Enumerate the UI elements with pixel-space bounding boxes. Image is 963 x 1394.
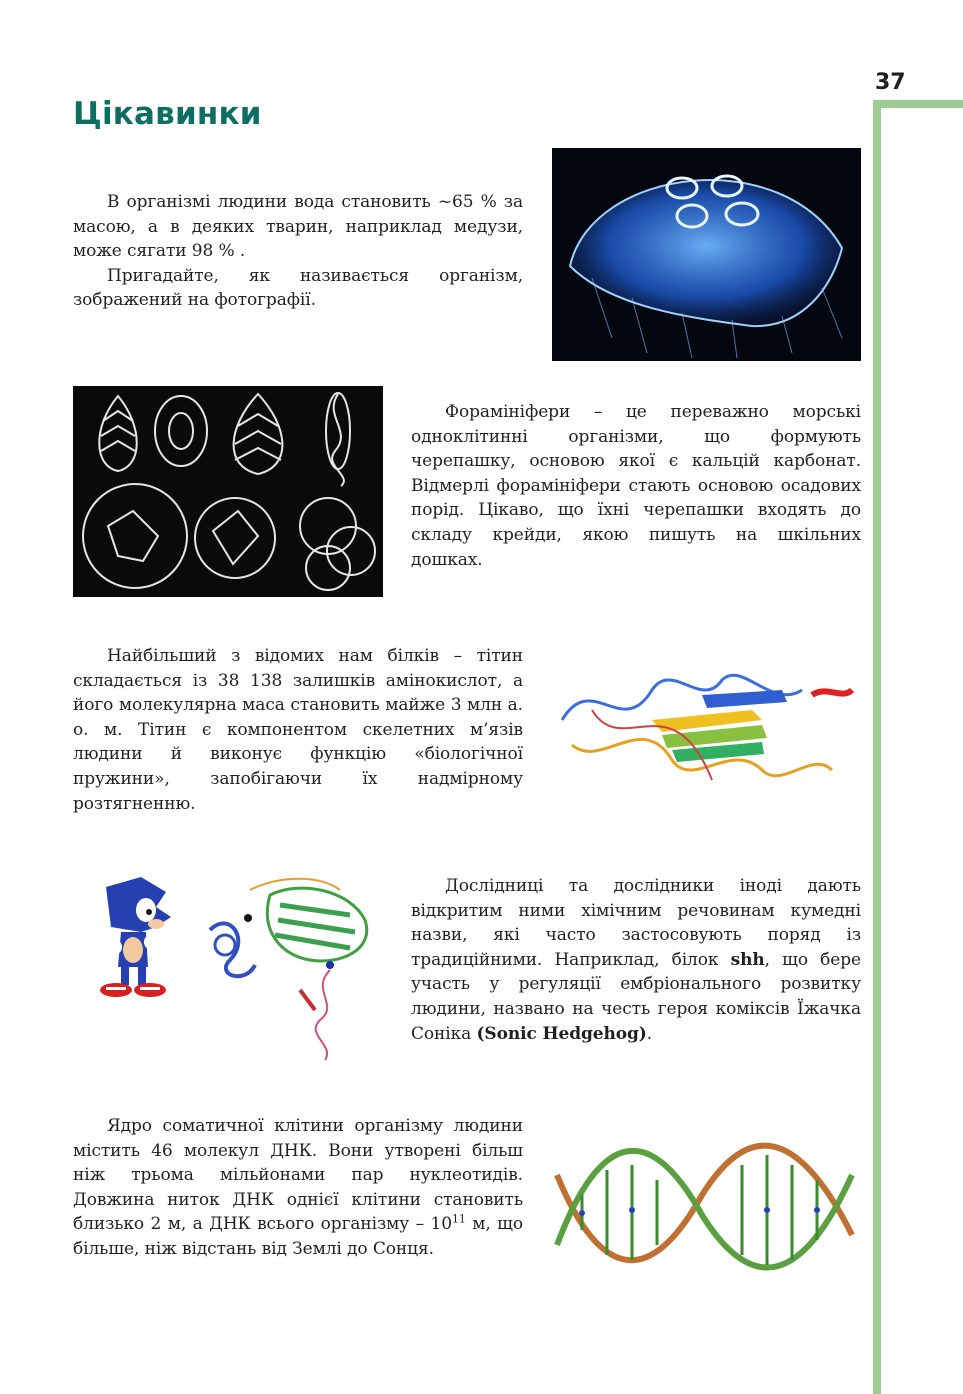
fact-dna bbox=[73, 1114, 523, 1262]
titin-protein-image bbox=[552, 650, 862, 800]
fact-shh-text-a: Дослідниці та дослідники іноді дають відкритим ними хімічним речовинам кумедні назви, які часто застосовують поряд із традиційними. Наприклад, білок bbox=[411, 876, 861, 970]
dna-helix-image bbox=[552, 1135, 857, 1280]
page-number: 37 bbox=[875, 70, 906, 95]
side-bar-top bbox=[873, 100, 963, 108]
page-title: Цікавинки bbox=[73, 96, 262, 132]
foraminifera-photo bbox=[73, 386, 383, 597]
sonic-hedgehog-image bbox=[86, 872, 176, 1002]
fact-water bbox=[73, 190, 523, 313]
fact-shh-text-b: , що бере участь у регуляції ембріонального розвитку людини, названо на честь героя коміксів Їжачка Соніка bbox=[411, 949, 861, 1044]
fact-water-paragraph-2: Пригадайте, як називається організм, зображений на фотографії. bbox=[73, 265, 523, 311]
fact-foraminifera bbox=[411, 400, 861, 572]
fact-foraminifera-paragraph: Форамініфери – це переважно морські одноклітинні організми, що формують черепашку, основою якої є кальцій карбонат. Відмерлі форамініфери стають основою осадових порід. Цікаво, що їхні черепашки входять до складу крейди, якою пишуть на шкільних дошках. bbox=[411, 402, 861, 570]
fact-shh bbox=[411, 874, 861, 1046]
fact-dna-superscript: 11 bbox=[451, 1212, 466, 1226]
side-bar bbox=[873, 100, 881, 1394]
fact-shh-paragraph bbox=[411, 874, 861, 1046]
shh-protein-image bbox=[190, 870, 385, 1065]
fact-dna-paragraph bbox=[73, 1114, 523, 1262]
fact-shh-bold-a: shh bbox=[730, 949, 765, 970]
fact-dna-text-b: м, що більше, ніж відстань від Землі до Сонця. bbox=[73, 1214, 523, 1259]
fact-titin bbox=[73, 644, 523, 816]
fact-shh-text-c: . bbox=[646, 1023, 653, 1044]
fact-shh-bold-b: (Sonic Hedgehog) bbox=[476, 1023, 647, 1044]
fact-titin-paragraph: Найбільший з відомих нам білків – тітин складається із 38 138 залишків амінокислот, а його молекулярна маса становить майже 3 млн а. о. м. Тітин є компонентом скелетних м’язів людини й виконує функцію «біологічної пружини», запобігаючи їх надмірному розтягненню. bbox=[73, 646, 523, 814]
jellyfish-photo bbox=[552, 148, 861, 361]
fact-dna-text-a: Ядро соматичної клітини організму людини містить 46 молекул ДНК. Вони утворені більш ніж трьома мільйонами пар нуклеотидів. Довжина ниток ДНК однієї клітини становить близько 2 м, а ДНК всього організму – 10 bbox=[73, 1116, 523, 1235]
fact-water-paragraph-1: В організмі людини вода становить ~65 % за масою, а в деяких тварин, наприклад медузи, може сягати 98 % . bbox=[73, 192, 523, 262]
